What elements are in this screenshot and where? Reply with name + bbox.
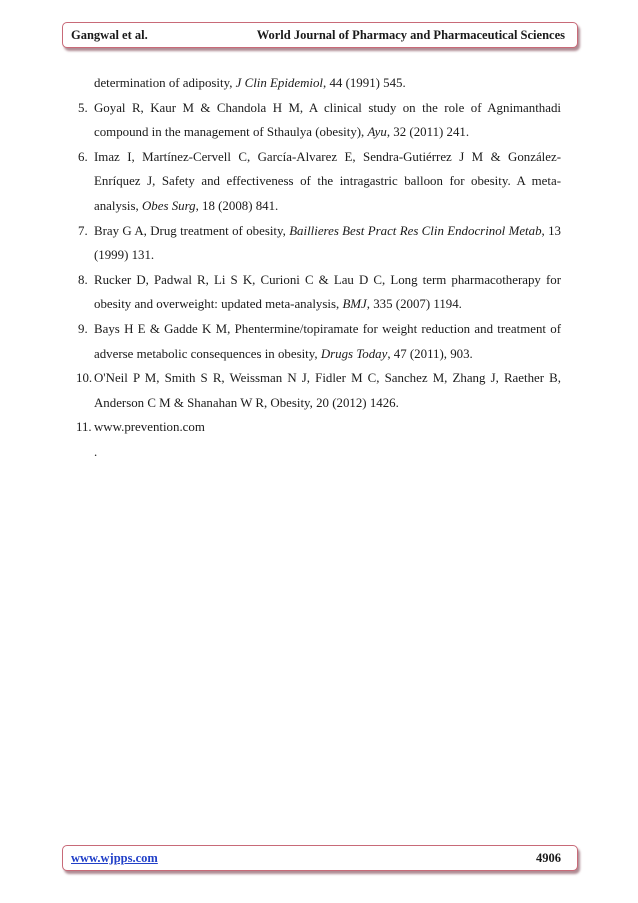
header-authors: Gangwal et al. (71, 28, 148, 42)
reference-text-segment: , 44 (1991) 545. (323, 76, 406, 90)
reference-number: 9. (78, 321, 88, 336)
reference-text (94, 96, 561, 145)
reference-text-segment: www.prevention.com (94, 420, 205, 435)
reference-text (94, 145, 561, 219)
reference-text (94, 366, 561, 415)
reference-text-segment: Imaz I, Martínez-Cervell C, García-Alvarez E, Sendra-Gutiérrez J M & González-Enríquez J, Safety and effectiveness of the intragastric balloon for obesity. A meta-analysis, (94, 149, 561, 213)
reference-text (94, 71, 561, 96)
running-footer (62, 845, 578, 871)
reference-source-title: BMJ (342, 297, 367, 312)
reference-text-segment: Bray G A, Drug treatment of obesity, (94, 223, 290, 238)
header-journal-title: World Journal of Pharmacy and Pharmaceutical Sciences (256, 28, 565, 42)
reference-text (94, 219, 561, 268)
reference-item (80, 268, 561, 317)
reference-text-segment: determination of adiposity, (94, 76, 236, 90)
reference-text-segment: Rucker D, Padwal R, Li S K, Curioni C & Lau D C, Long term pharmacotherapy for obesity and overweight: updated meta-analysis, (94, 272, 561, 312)
journal-website-link[interactable]: www.wjpps.com (71, 851, 158, 865)
reference-text-segment: Bays H E & Gadde K M, Phentermine/topiramate for weight reduction and treatment of adverse metabolic consequences in obesity, (94, 321, 561, 361)
reference-text-segment: , 32 (2011) 241. (386, 125, 470, 140)
reference-item (80, 219, 561, 268)
reference-text-segment: , 47 (2011), 903. (387, 346, 473, 361)
reference-item (76, 415, 561, 440)
reference-text-segment: Goyal R, Kaur M & Chandola H M, A clinical study on the role of Agnimanthadi compound in the management of Sthaulya (obesity), (94, 100, 561, 140)
reference-number: 5. (78, 100, 88, 115)
reference-text (94, 415, 561, 440)
reference-source-title: Baillieres Best Pract Res Clin Endocrinol Metab (289, 223, 542, 238)
reference-number: 10. (76, 371, 93, 386)
running-header (62, 22, 578, 48)
reference-source-title: J Clin Epidemiol (235, 76, 324, 90)
reference-text (94, 268, 561, 317)
reference-item (80, 71, 561, 96)
reference-source-title: Obes Surg (141, 198, 196, 213)
reference-list (76, 71, 561, 465)
reference-item (80, 96, 561, 145)
reference-text-segment: , 335 (2007) 1194. (366, 297, 462, 312)
reference-text-segment: O'Neil P M, Smith S R, Weissman N J, Fidler M C, Sanchez M, Zhang J, Raether B, Anderson C M & Shanahan W R, Obesity, 20 (2012) 1426. (94, 371, 561, 410)
reference-item (80, 317, 561, 366)
reference-source-title: Ayu (367, 125, 387, 140)
reference-text-segment: , 13 (1999) 131. (94, 223, 561, 263)
reference-number: 7. (78, 223, 88, 238)
reference-text (94, 317, 561, 366)
reference-source-title: Drugs Today (320, 346, 388, 361)
reference-item (76, 366, 561, 415)
reference-number: 6. (78, 149, 88, 164)
reference-item (80, 440, 561, 465)
reference-text-segment: , 18 (2008) 841. (195, 198, 279, 213)
page-number: 4906 (536, 851, 561, 865)
reference-item (80, 145, 561, 219)
reference-number: 11. (76, 420, 92, 435)
reference-text (94, 440, 561, 465)
reference-number: 8. (78, 272, 88, 287)
reference-text-segment: . (94, 444, 98, 459)
